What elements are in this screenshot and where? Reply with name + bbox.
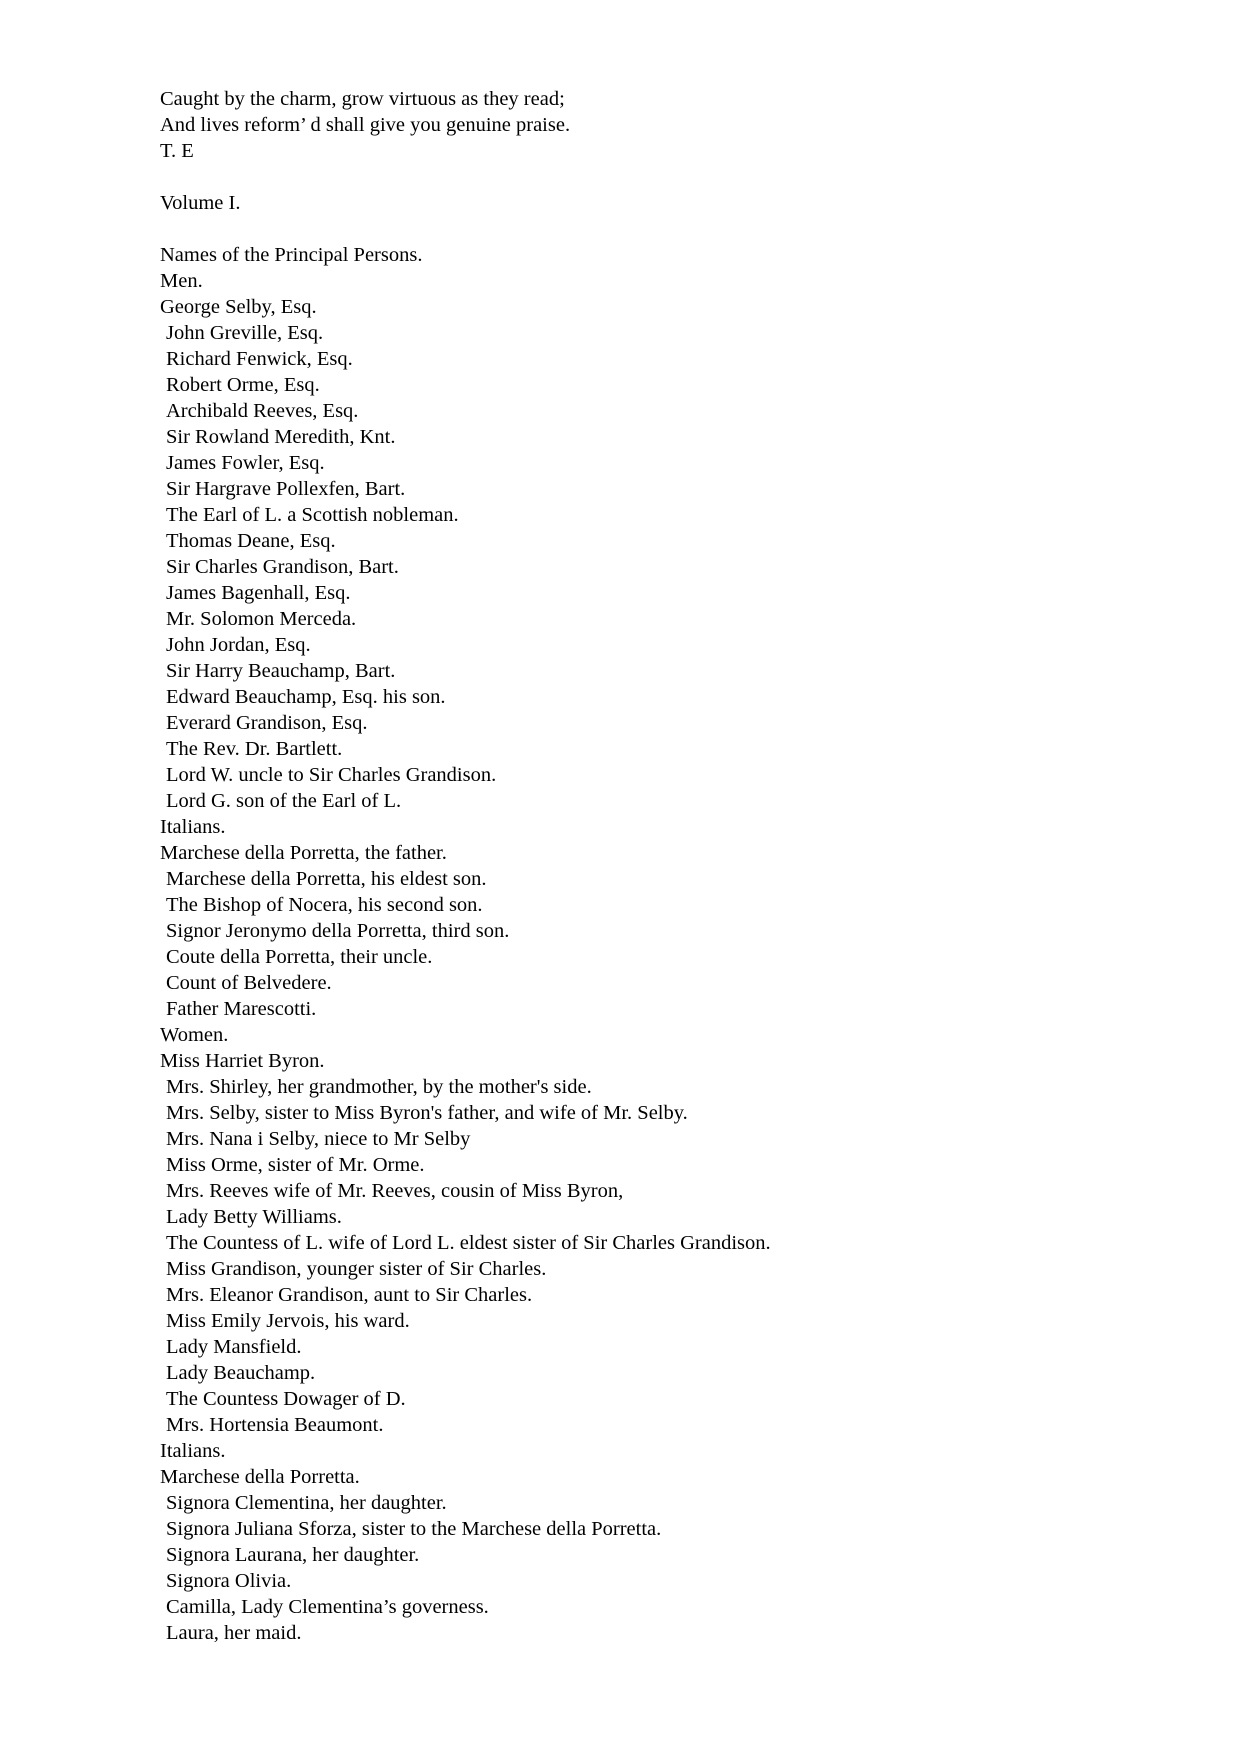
person-entry: Marchese della Porretta, his eldest son. <box>166 868 487 890</box>
person-entry: The Earl of L. a Scottish nobleman. <box>166 504 459 526</box>
person-entry: Richard Fenwick, Esq. <box>166 348 353 370</box>
person-entry: John Jordan, Esq. <box>166 634 311 656</box>
section-heading: Italians. <box>160 1440 226 1462</box>
person-entry: Robert Orme, Esq. <box>166 374 320 396</box>
person-entry: Mr. Solomon Merceda. <box>166 608 357 630</box>
person-entry: Mrs. Shirley, her grandmother, by the mother's side. <box>166 1076 592 1098</box>
person-entry: James Bagenhall, Esq. <box>166 582 351 604</box>
epigraph-line: Caught by the charm, grow virtuous as they read; <box>160 88 565 110</box>
document-page <box>160 86 1200 1646</box>
person-entry: Sir Rowland Meredith, Knt. <box>166 426 396 448</box>
person-entry: The Countess of L. wife of Lord L. eldest sister of Sir Charles Grandison. <box>166 1232 771 1254</box>
epigraph-signature: T. E <box>160 140 194 162</box>
person-entry: Archibald Reeves, Esq. <box>166 400 359 422</box>
persons-title: Names of the Principal Persons. <box>160 244 423 266</box>
person-entry: Mrs. Hortensia Beaumont. <box>166 1414 384 1436</box>
person-entry: Lady Beauchamp. <box>166 1362 316 1384</box>
person-entry: Signor Jeronymo della Porretta, third son. <box>166 920 510 942</box>
person-entry: Mrs. Nana i Selby, niece to Mr Selby <box>166 1128 471 1150</box>
person-entry: Miss Grandison, younger sister of Sir Charles. <box>166 1258 547 1280</box>
person-entry: Coute della Porretta, their uncle. <box>166 946 433 968</box>
person-entry: Sir Charles Grandison, Bart. <box>166 556 399 578</box>
section-heading: Italians. <box>160 816 226 838</box>
person-entry: Everard Grandison, Esq. <box>166 712 368 734</box>
person-entry: The Rev. Dr. Bartlett. <box>166 738 343 760</box>
person-entry: Count of Belvedere. <box>166 972 332 994</box>
person-entry: Edward Beauchamp, Esq. his son. <box>166 686 446 708</box>
person-entry: The Bishop of Nocera, his second son. <box>166 894 483 916</box>
person-entry: Signora Juliana Sforza, sister to the Marchese della Porretta. <box>166 1518 662 1540</box>
persons-list <box>160 268 1200 1646</box>
person-entry: Laura, her maid. <box>166 1622 302 1644</box>
person-entry: Marchese della Porretta, the father. <box>160 842 447 864</box>
spacer <box>160 164 1200 190</box>
person-entry: Lady Betty Williams. <box>166 1206 342 1228</box>
epigraph <box>160 86 1200 164</box>
person-entry: Father Marescotti. <box>166 998 317 1020</box>
person-entry: Miss Emily Jervois, his ward. <box>166 1310 410 1332</box>
person-entry: Signora Clementina, her daughter. <box>166 1492 447 1514</box>
person-entry: James Fowler, Esq. <box>166 452 325 474</box>
person-entry: Sir Hargrave Pollexfen, Bart. <box>166 478 406 500</box>
volume-heading: Volume I. <box>160 192 241 214</box>
person-entry: Mrs. Eleanor Grandison, aunt to Sir Charles. <box>166 1284 533 1306</box>
person-entry: Sir Harry Beauchamp, Bart. <box>166 660 396 682</box>
section-heading: Men. <box>160 270 203 292</box>
epigraph-line: And lives reform’ d shall give you genuine praise. <box>160 114 571 136</box>
person-entry: Mrs. Selby, sister to Miss Byron's father, and wife of Mr. Selby. <box>166 1102 688 1124</box>
person-entry: Lady Mansfield. <box>166 1336 302 1358</box>
persons-section <box>160 1438 1200 1646</box>
person-entry: Thomas Deane, Esq. <box>166 530 336 552</box>
person-entry: Marchese della Porretta. <box>160 1466 360 1488</box>
person-entry: Miss Harriet Byron. <box>160 1050 325 1072</box>
persons-section <box>160 814 1200 1022</box>
person-entry: Camilla, Lady Clementina’s governess. <box>166 1596 489 1618</box>
person-entry: Lord W. uncle to Sir Charles Grandison. <box>166 764 497 786</box>
person-entry: Miss Orme, sister of Mr. Orme. <box>166 1154 425 1176</box>
person-entry: Signora Laurana, her daughter. <box>166 1544 420 1566</box>
spacer <box>160 216 1200 242</box>
person-entry: John Greville, Esq. <box>166 322 324 344</box>
section-heading: Women. <box>160 1024 229 1046</box>
person-entry: Mrs. Reeves wife of Mr. Reeves, cousin of Miss Byron, <box>166 1180 624 1202</box>
persons-section <box>160 1022 1200 1438</box>
person-entry: The Countess Dowager of D. <box>166 1388 406 1410</box>
person-entry: Lord G. son of the Earl of L. <box>166 790 402 812</box>
person-entry: George Selby, Esq. <box>160 296 317 318</box>
persons-section <box>160 268 1200 814</box>
person-entry: Signora Olivia. <box>166 1570 292 1592</box>
